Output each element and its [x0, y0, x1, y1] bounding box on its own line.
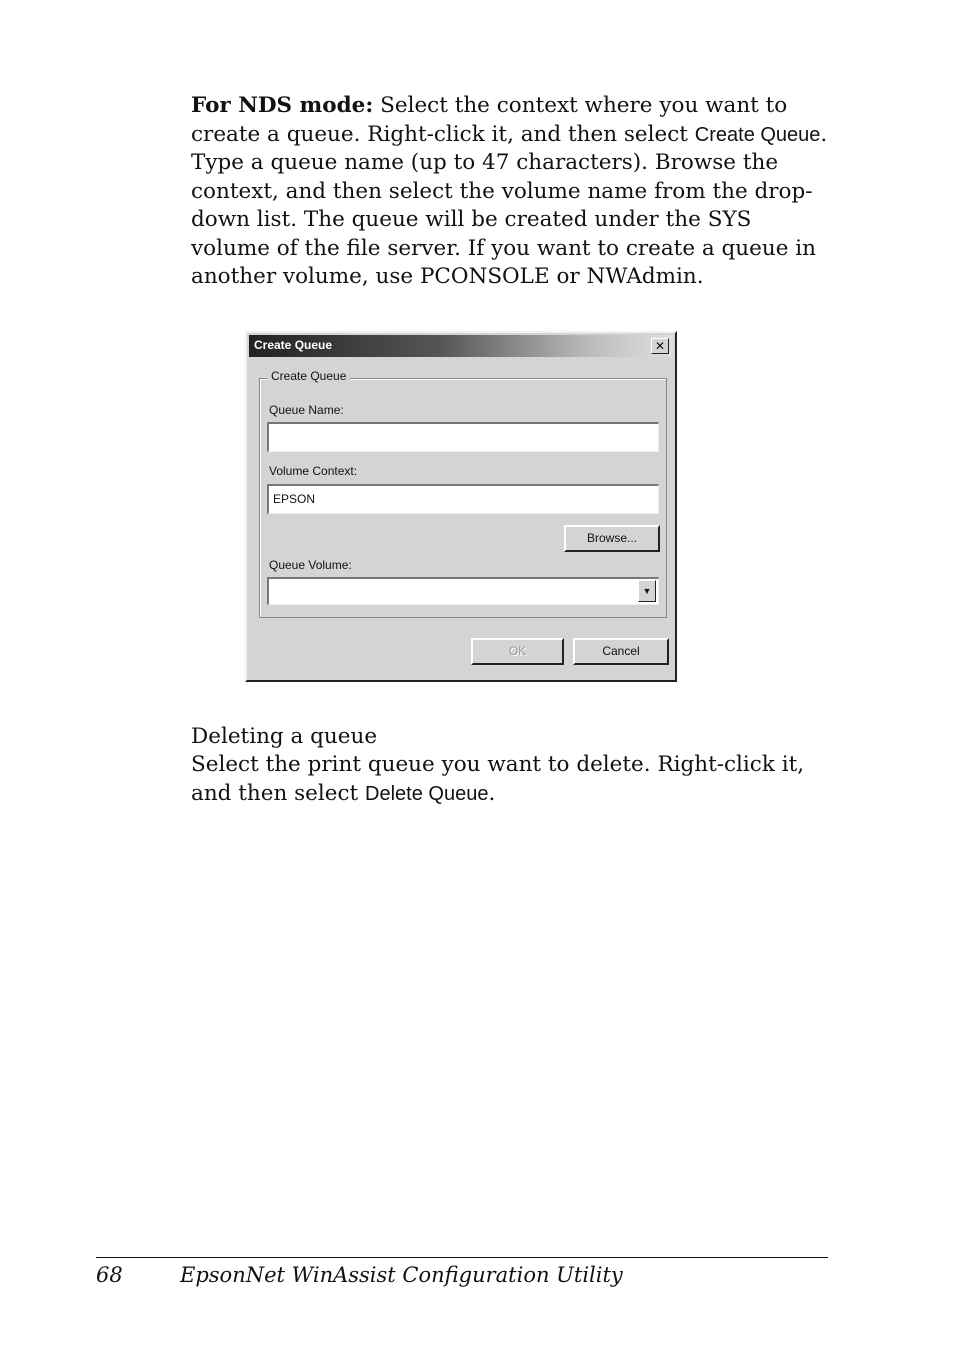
running-title: EpsonNet WinAssist Configuration Utility — [180, 1263, 623, 1287]
dialog-titlebar[interactable] — [249, 335, 673, 357]
delete-queue-menu-ref: Delete Queue — [365, 782, 489, 805]
nds-mode-label: For NDS mode: — [191, 93, 374, 118]
create-queue-menu-ref: Create Queue — [694, 123, 821, 146]
volume-context-input[interactable]: EPSON — [267, 484, 659, 514]
browse-button[interactable]: Browse... — [564, 525, 660, 552]
deleting-text-2: . — [488, 780, 496, 806]
footer-rule — [96, 1257, 828, 1258]
cancel-button[interactable]: Cancel — [573, 638, 669, 665]
volume-context-label: Volume Context: — [269, 464, 358, 478]
queue-volume-select[interactable] — [267, 577, 659, 605]
queue-name-input[interactable] — [267, 422, 659, 452]
group-label: Create Queue — [267, 369, 350, 383]
queue-volume-label: Queue Volume: — [269, 558, 352, 572]
dialog-title: Create Queue — [254, 338, 333, 352]
ok-button[interactable]: OK — [471, 638, 564, 665]
intro-text-1: Select the context where you want to create a queue. Right-click it, and then select — [191, 93, 788, 147]
close-icon[interactable]: ✕ — [651, 338, 669, 354]
intro-text-2: . Type a queue name (up to 47 characters). Browse the context, and then select the volume name from the drop-down list. The queue will be created under the SYS volume of the file server. If you want to create a queue in another volume, use PCONSOLE or NWAdmin. — [191, 121, 828, 289]
deleting-text-1: Select the print queue you want to delete. Right-click it, and then select — [191, 752, 805, 806]
queue-name-label: Queue Name: — [269, 403, 344, 417]
create-queue-dialog — [245, 331, 677, 682]
intro-paragraph — [191, 92, 831, 292]
deleting-heading: Deleting a queue — [191, 724, 378, 749]
deleting-paragraph — [191, 751, 831, 808]
chevron-down-icon[interactable]: ▼ — [638, 580, 656, 602]
page-number: 68 — [96, 1263, 123, 1287]
